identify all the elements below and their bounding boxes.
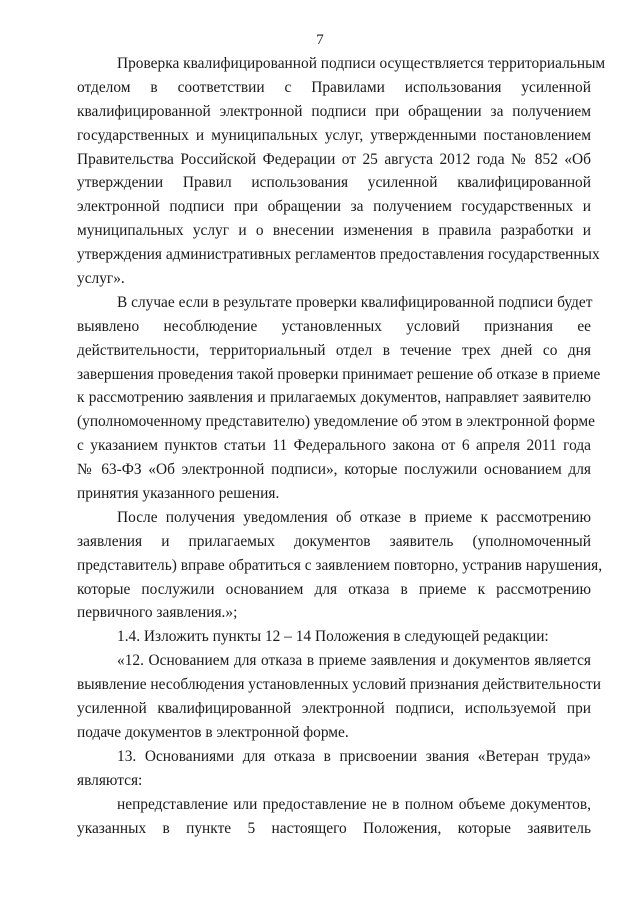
text-line: к рассмотрению заявления и прилагаемых документов, направляет заявителю (77, 389, 591, 407)
text-line: № 63-ФЗ «Об электронной подписи», которые послужили основанием для (77, 461, 591, 479)
paragraph-amendment-1-4 (77, 625, 591, 649)
text-line: с указанием пунктов статьи 11 Федерального закона от 6 апреля 2011 года (77, 437, 591, 455)
text-line: В случае если в результате проверки квалифицированной подписи будет (117, 293, 593, 311)
text-line: выявление несоблюдения установленных условий признания действительности (77, 676, 601, 694)
paragraph-clause-12 (77, 649, 601, 745)
body-text (77, 52, 606, 840)
text-line: (уполномоченному представителю) уведомление об этом в электронной форме (77, 413, 595, 431)
text-line: первичного заявления.»; (77, 604, 238, 622)
text-line: Проверка квалифицированной подписи осуществляется территориальным (117, 55, 606, 72)
text-line: 1.4. Изложить пункты 12 – 14 Положения в следующей редакции: (117, 628, 549, 646)
text-line: Правительства Российской Федерации от 25 августа 2012 года № 852 «Об (77, 150, 591, 168)
paragraph-clause-13-item (77, 793, 591, 841)
paragraph-qualified-signature-check (77, 52, 606, 291)
paragraph-signature-violation (77, 291, 601, 506)
text-line: указанных в пункте 5 настоящего Положения, которые заявитель (77, 819, 591, 837)
text-line: электронной подписи при обращении за получением государственных и (77, 198, 591, 216)
text-line: утверждения административных регламентов предоставления государственных (77, 246, 600, 264)
text-line: услуг». (77, 270, 125, 288)
text-line: отделом в соответствии с Правилами использования усиленной (77, 78, 591, 96)
text-line: завершения проведения такой проверки принимает решение об отказе в приеме (77, 365, 601, 383)
text-line: выявлено несоблюдение установленных условий признания ее (77, 317, 591, 335)
text-line: непредставление или предоставление не в полном объеме документов, (117, 795, 591, 813)
text-line: являются: (77, 771, 143, 789)
text-line: муниципальных услуг и о внесении изменения в правила разработки и (77, 222, 591, 240)
text-line: После получения уведомления об отказе в приеме к рассмотрению (117, 508, 591, 526)
text-line: которые послужили основанием для отказа в приеме к рассмотрению (77, 580, 591, 598)
text-line: заявления и прилагаемых документов заявитель (уполномоченный (77, 532, 591, 550)
text-line: квалифицированной электронной подписи при обращении за получением (77, 102, 591, 120)
text-line: 13. Основаниями для отказа в присвоении звания «Ветеран труда» (117, 747, 591, 765)
text-line: усиленной квалифицированной электронной подписи, используемой при (77, 700, 591, 718)
text-line: «12. Основанием для отказа в приеме заявления и документов является (117, 652, 591, 670)
paragraph-repeat-application (77, 506, 603, 625)
paragraph-clause-13 (77, 745, 591, 793)
text-line: действительности, территориальный отдел в течение трех дней со дня (77, 341, 591, 359)
text-line: принятия указанного решения. (77, 485, 280, 503)
text-line: представитель) вправе обратиться с заявлением повторно, устранив нарушения, (77, 556, 603, 574)
text-line: подаче документов в электронной форме. (77, 723, 349, 741)
page-number: 7 (316, 32, 324, 48)
text-line: государственных и муниципальных услуг, утвержденными постановлением (77, 126, 591, 144)
text-line: утверждении Правил использования усиленной квалифицированной (77, 174, 591, 192)
